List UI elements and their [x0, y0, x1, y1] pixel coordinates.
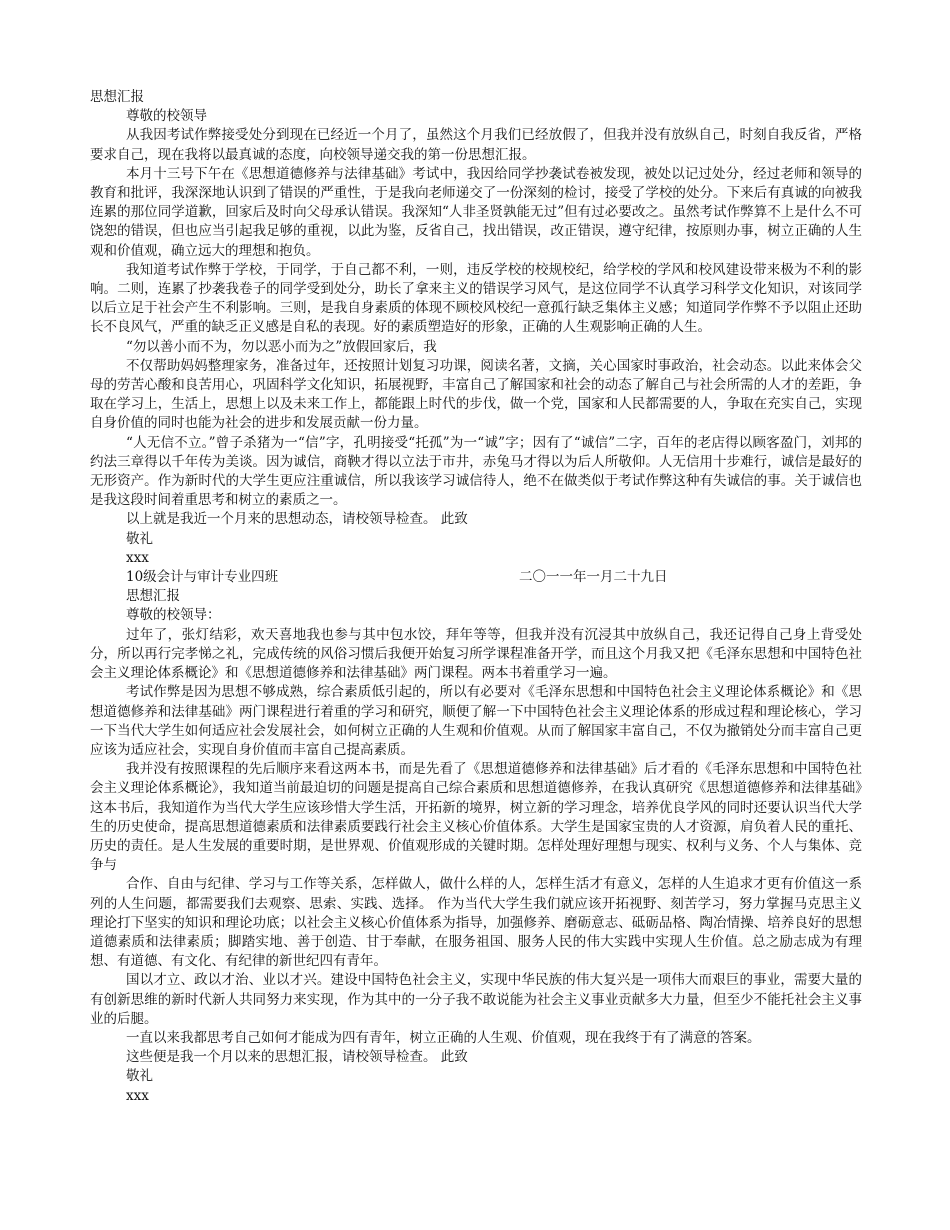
- report2-closing-line: 这些便是我一个月以来的思想汇报，请校领导检查。 此致: [126, 1049, 468, 1066]
- report1-paragraph: “勿以善小而不为，勿以恶小而为之”放假回家后，我: [126, 338, 437, 355]
- report2-regards: 敬礼: [126, 1068, 153, 1085]
- report1-class-and-date: [90, 568, 862, 587]
- report1-paragraph: 本月十三号下午在《思想道德修养与法律基础》考试中，我因给同学抄袭试卷被发现，被处以记过处分，经过老师和领导的教育和批评，我深深地认识到了错误的严重性，于是我向老师递交了一份深刻的检讨，接受了学校的处分。下来后有真诚的向被我连累的那位同学道歉，回家后及时向父母承认错误。我深知“人非圣贤孰能无过”但有过必要改之。虽然考试作弊算不上是什么不可饶恕的错误，但也应当引起我足够的重视，以此为鉴，反省自己，找出错误，改正错误，遵守纪律，按原则办事，树立正确的人生观和价值观，确立远大的理想和抱负。: [90, 165, 862, 259]
- report2-paragraph: 一直以来我都思考自己如何才能成为四有青年，树立正确的人生观、价值观，现在我终于有了满意的答案。: [126, 1029, 761, 1046]
- report2-paragraph: 我并没有按照课程的先后顺序来看这两本书，而是先看了《思想道德修养和法律基础》后才看的《毛泽东思想和中国特色社会主义理论体系概论》，我知道当前最迫切的问题是提高自己综合素质和思想道德修养，在我认真研究《思想道德修养和法律基础》这本书后，我知道作为当代大学生应该珍惜大学生活，开拓新的境界，树立新的学习理念，培养优良学风的同时还要认识当代大学生的历史使命，提高思想道德素质和法律素质要践行社会主义核心价值体系。大学生是国家宝贵的人才资源，肩负着人民的重托、历史的责任。是人生发展的重要时期，是世界观、价值观形成的关键时期。怎样处理好理想与现实、权利与义务、个人与集体、竞争与: [90, 761, 862, 874]
- report1-paragraph: 不仅帮助妈妈整理家务，准备过年，还按照计划复习功课，阅读名著，文摘，关心国家时事政治，社会动态。以此来体会父母的劳苦心酸和良苦用心，巩固科学文化知识，拓展视野，丰富自己了解国家和社会的动态了解自己与社会所需的人才的差距，争取在学习上，生活上，思想上以及未来工作上，都能跟上时代的步伐，做一个党，国家和人民都需要的人，争取在充实自己，实现自身价值的同时也能为社会的进步和发展贡献一份力量。: [90, 357, 862, 432]
- report1-signature: xxx: [126, 549, 149, 566]
- report2-paragraph: 过年了，张灯结彩，欢天喜地我也参与其中包水饺，拜年等等，但我并没有沉浸其中放纵自己，我还记得自己身上背受处分，所以再行完孝悌之礼，完成传统的风俗习惯后我便开始复习所学课程准备开学，而且这个月我又把《毛泽东思想和中国特色社会主义理论体系概论》和《思想道德修养和法律基础》两门课程。两本书着重学习一遍。: [90, 626, 862, 682]
- report2-signature: xxx: [126, 1087, 149, 1104]
- report1-regards: 敬礼: [126, 530, 153, 547]
- report1-closing-line: 以上就是我近一个月来的思想动态，请校领导检查。 此致: [126, 511, 468, 528]
- report1-paragraph: 我知道考试作弊于学校，于同学，于自己都不利，一则，违反学校的校规校纪，给学校的学风和校风建设带来极为不利的影响。二则，连累了抄袭我卷子的同学受到处分，助长了拿来主义的错误学习风气，是这位同学不认真学习科学文化知识，对该同学以后立足于社会产生不利影响。三则，是我自身素质的体现不顾校风校纪一意孤行缺乏集体主义感；知道同学作弊不予以阻止还助长不良风气，严重的缺乏正义感是自私的表现。好的素质塑造好的形象，正确的人生观影响正确的人生。: [90, 261, 862, 336]
- report2-paragraph: 合作、自由与纪律、学习与工作等关系，怎样做人，做什么样的人，怎样生活才有意义，怎样的人生追求才更有价值这一系列的人生问题，都需要我们去观察、思索、实践、选择。 作为当代大学生我们就应该开拓视野、刻苦学习，努力掌握马克思主义理论打下坚实的知识和理论功底；以社会主义核心价值体系为指导，加强修养、磨砺意志、砥砺品格、陶冶情操、培养良好的思想道德素质和法律素质；脚踏实地、善于创造、甘于奉献，在服务祖国、服务人民的伟大实践中实现人生价值。总之励志成为有理想、有道德、有文化、有纪律的新世纪四有青年。: [90, 876, 862, 970]
- report2-paragraph: 国以才立、政以才治、业以才兴。建设中国特色社会主义，实现中华民族的伟大复兴是一项伟大而艰巨的事业，需要大量的有创新思维的新时代新人共同努力来实现，作为其中的一分子我不敢说能为社会主义事业贡献多大力量，但至少不能托社会主义事业的后腿。: [90, 972, 862, 1027]
- report1-paragraph: “人无信不立。”曾子杀猪为一“信”字，孔明接受“托孤”为一“诚”字；因有了“诚信”二字，百年的老店得以顾客盈门，刘邦的约法三章得以千年传为美谈。因为诚信，商鞅才得以立法于市井，赤兔马才得以为后人所敬仰。人无信用十步难行，诚信是最好的无形资产。作为新时代的大学生更应注重诚信，所以我该学习诚信待人，绝不在做类似于考试作弊这种有失诚信的事。关于诚信也是我这段时间着重思考和树立的素质之一。: [90, 434, 862, 509]
- report1-title: 思想汇报: [90, 89, 144, 105]
- document-body: [90, 88, 862, 1106]
- report1-salutation: 尊敬的校领导: [126, 108, 207, 125]
- report1-date: 二〇一一年一月二十九日: [519, 569, 668, 586]
- report2-salutation: 尊敬的校领导：: [126, 607, 221, 624]
- report2-title: 思想汇报: [126, 588, 180, 605]
- report1-class-name: 10级会计与审计专业四班: [126, 569, 279, 586]
- report1-paragraph: 从我因考试作弊接受处分到现在已经近一个月了，虽然这个月我们已经放假了，但我并没有放纵自己，时刻自我反省，严格要求自己，现在我将以最真诚的态度，向校领导递交我的第一份思想汇报。: [90, 127, 862, 163]
- report2-paragraph: 考试作弊是因为思想不够成熟，综合素质低引起的，所以有必要对《毛泽东思想和中国特色社会主义理论体系概论》和《思想道德修养和法律基础》两门课程进行着重的学习和研究，顺便了解一下中国特色社会主义理论体系的形成过程和理论核心，学习一下当代大学生如何适应社会发展社会，如何树立正确的人生观和价值观。从而了解国家丰富自己，不仅为撤销处分而丰富自己更应该为适应社会，实现自身价值而丰富自己提高素质。: [90, 684, 862, 758]
